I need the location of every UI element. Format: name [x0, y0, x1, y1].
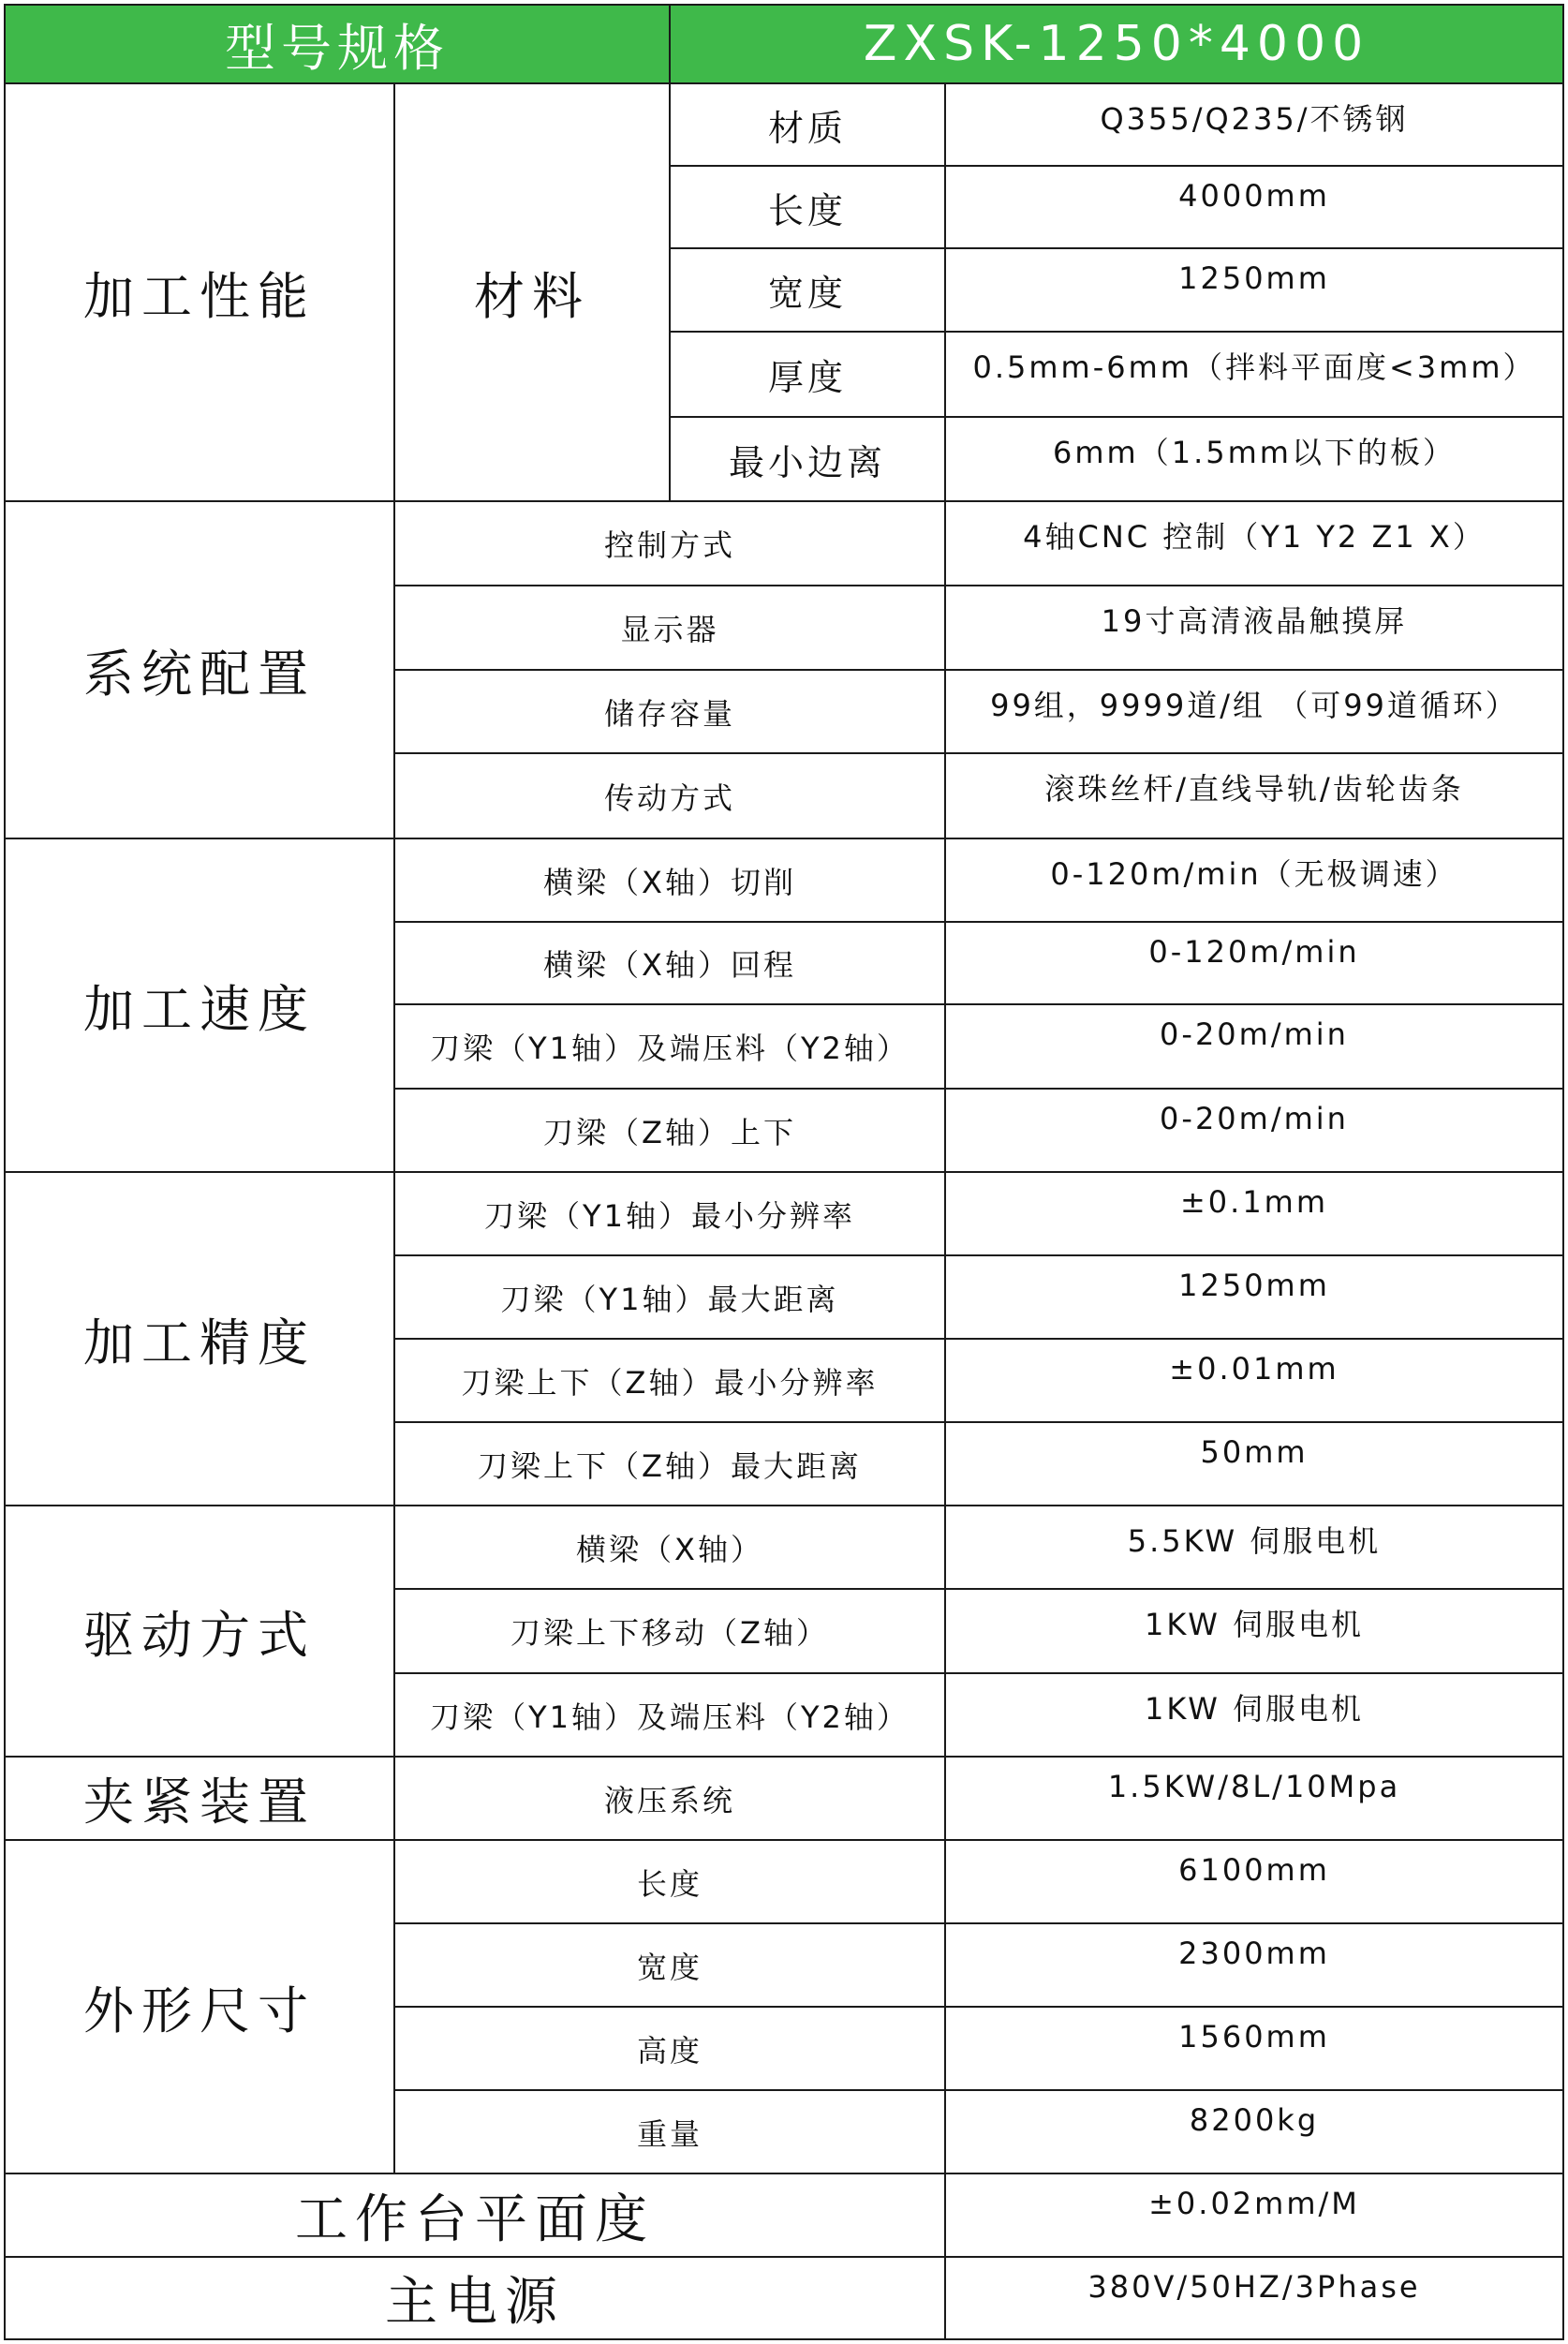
row-label: 液压系统	[393, 1756, 946, 1841]
row-label: 厚度	[669, 331, 946, 418]
row-value: 1.5KW/8L/10Mpa	[944, 1756, 1564, 1841]
footer-value: 380V/50HZ/3Phase	[944, 2256, 1564, 2340]
row-label: 刀梁（Y1轴）最大距离	[393, 1254, 946, 1340]
row-value: 1KW 伺服电机	[944, 1588, 1564, 1674]
row-label: 横梁（X轴）	[393, 1505, 946, 1590]
row-label: 传动方式	[393, 752, 946, 839]
row-value: 8200kg	[944, 2089, 1564, 2174]
row-label: 长度	[393, 1839, 946, 1924]
section-title: 加工精度	[4, 1171, 395, 1506]
section-title: 驱动方式	[4, 1505, 395, 1758]
row-label: 储存容量	[393, 669, 946, 754]
section-title: 系统配置	[4, 500, 395, 839]
row-value: 0.5mm-6mm（拌料平面度<3mm）	[944, 331, 1564, 418]
row-value: Q355/Q235/不锈钢	[944, 82, 1564, 167]
row-value: 0-120m/min（无极调速）	[944, 838, 1564, 923]
row-value: 滚珠丝杆/直线导轨/齿轮齿条	[944, 752, 1564, 839]
row-label: 显示器	[393, 585, 946, 671]
header-model: ZXSK-1250*4000	[669, 4, 1564, 84]
row-value: 1560mm	[944, 2006, 1564, 2091]
footer-value: ±0.02mm/M	[944, 2173, 1564, 2258]
row-label: 刀梁（Z轴）上下	[393, 1088, 946, 1173]
row-value: 0-120m/min	[944, 921, 1564, 1005]
row-value: 4轴CNC 控制（Y1 Y2 Z1 X）	[944, 500, 1564, 586]
row-label: 横梁（X轴）切削	[393, 838, 946, 923]
row-value: 0-20m/min	[944, 1003, 1564, 1090]
row-label: 横梁（X轴）回程	[393, 921, 946, 1005]
row-label: 刀梁（Y1轴）及端压料（Y2轴）	[393, 1003, 946, 1090]
row-label: 刀梁上下（Z轴）最大距离	[393, 1421, 946, 1506]
row-value: 1250mm	[944, 247, 1564, 333]
row-value: 6mm（1.5mm以下的板）	[944, 416, 1564, 502]
row-value: 6100mm	[944, 1839, 1564, 1924]
section-title: 加工速度	[4, 838, 395, 1173]
row-value: 5.5KW 伺服电机	[944, 1505, 1564, 1590]
row-value: ±0.1mm	[944, 1171, 1564, 1256]
header-label: 型号规格	[4, 4, 671, 84]
row-label: 刀梁上下（Z轴）最小分辨率	[393, 1338, 946, 1423]
footer-label: 工作台平面度	[4, 2173, 946, 2258]
row-value: 50mm	[944, 1421, 1564, 1506]
row-label: 控制方式	[393, 500, 946, 586]
row-label: 高度	[393, 2006, 946, 2091]
row-label: 刀梁上下移动（Z轴）	[393, 1588, 946, 1674]
subgroup-title: 材料	[393, 82, 671, 502]
row-value: 4000mm	[944, 165, 1564, 249]
section-title: 夹紧装置	[4, 1756, 395, 1841]
row-label: 宽度	[669, 247, 946, 333]
row-label: 重量	[393, 2089, 946, 2174]
row-value: 1250mm	[944, 1254, 1564, 1340]
row-label: 最小边离	[669, 416, 946, 502]
section-title: 外形尺寸	[4, 1839, 395, 2174]
footer-label: 主电源	[4, 2256, 946, 2340]
row-value: 0-20m/min	[944, 1088, 1564, 1173]
row-label: 刀梁（Y1轴）及端压料（Y2轴）	[393, 1672, 946, 1758]
row-value: ±0.01mm	[944, 1338, 1564, 1423]
row-label: 材质	[669, 82, 946, 167]
row-label: 刀梁（Y1轴）最小分辨率	[393, 1171, 946, 1256]
row-label: 宽度	[393, 1922, 946, 2008]
row-value: 1KW 伺服电机	[944, 1672, 1564, 1758]
row-label: 长度	[669, 165, 946, 249]
row-value: 19寸高清液晶触摸屏	[944, 585, 1564, 671]
row-value: 2300mm	[944, 1922, 1564, 2008]
section-title: 加工性能	[4, 82, 395, 502]
row-value: 99组，9999道/组 （可99道循环）	[944, 669, 1564, 754]
